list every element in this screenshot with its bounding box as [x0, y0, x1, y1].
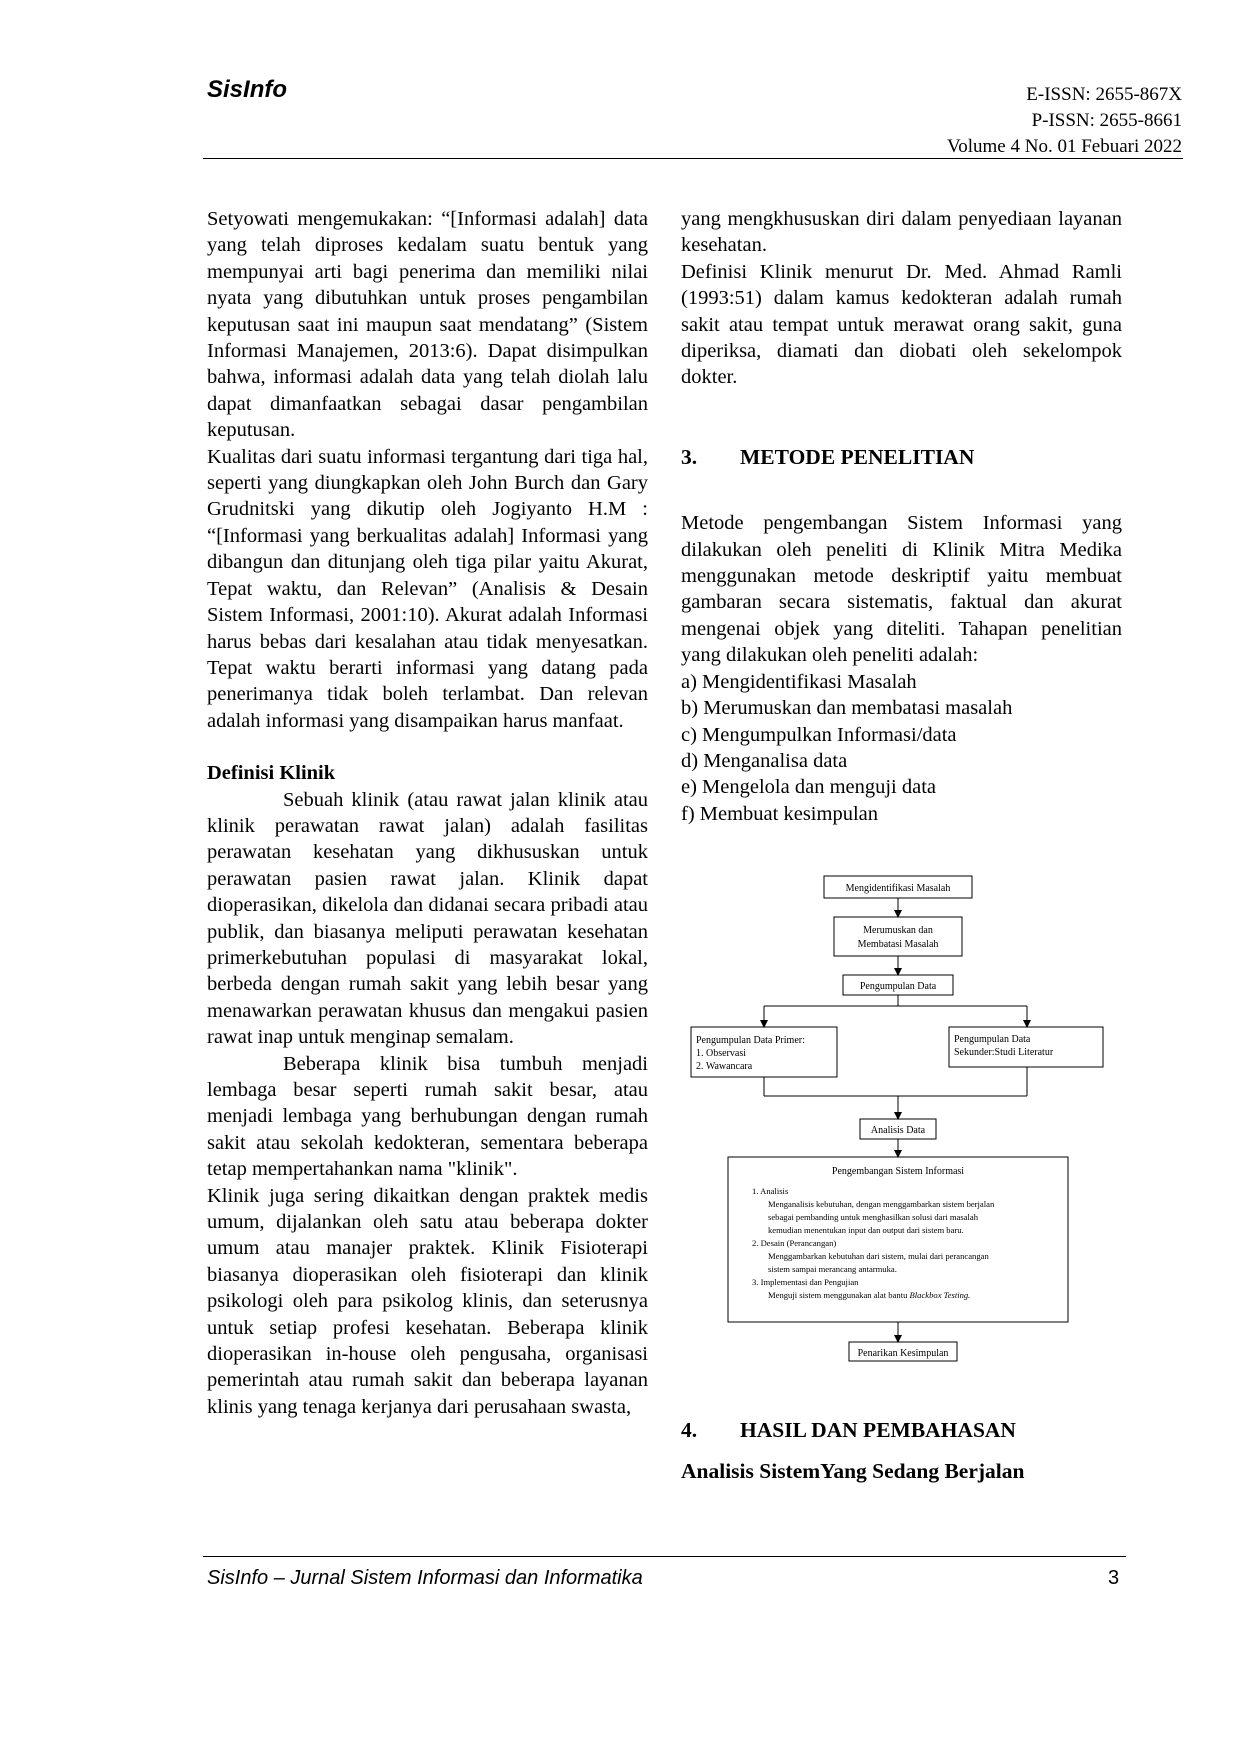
footer-rule	[203, 1556, 1126, 1557]
flow-text-formulate-1: Merumuskan dan	[863, 925, 933, 936]
footer-journal-name: SisInfo – Jurnal Sistem Informasi dan Informatika	[207, 1567, 643, 1589]
journal-meta	[947, 82, 1182, 160]
paragraph: Metode pengembangan Sistem Informasi yang dilakukan oleh peneliti di Klinik Mitra Medika menggunakan metode deskriptif yaitu membuat gambaran secara sistematis, faktual dan akurat mengenai objek yang diteliti. Tahapan penelitian yang dilakukan oleh peneliti adalah:	[681, 512, 1122, 667]
list-item: d) Menganalisa data	[681, 749, 848, 772]
flow-text-collect: Pengumpulan Data	[859, 981, 937, 992]
flow-text-dev-item3-italic: Blackbox Testing.	[909, 1290, 971, 1300]
flow-text-dev-title: Pengembangan Sistem Informasi	[831, 1166, 965, 1177]
flow-text-dev-item3-l1	[768, 1290, 970, 1300]
flow-text-dev-item2-l2: sistem sampai merancang antarmuka.	[768, 1264, 897, 1274]
flow-text-primary-item2: 2. Wawancara	[696, 1061, 753, 1072]
header-rule	[203, 158, 1183, 159]
volume-issue: Volume 4 No. 01 Febuari 2022	[946, 136, 1182, 157]
list-item: e) Mengelola dan menguji data	[681, 776, 937, 799]
pissn: P-ISSN: 2655-8661	[1031, 110, 1182, 131]
flow-text-formulate-2: Membatasi Masalah	[857, 939, 939, 950]
page-number: 3	[1108, 1567, 1120, 1589]
flow-text-analysis: Analisis Data	[870, 1125, 926, 1136]
flow-text-primary-title: Pengumpulan Data Primer:	[696, 1035, 805, 1046]
journal-brand: SisInfo	[207, 76, 288, 103]
eissn: E-ISSN: 2655-867X	[1026, 84, 1182, 105]
flow-box-formulate	[834, 917, 962, 956]
flow-text-dev-item2-l1: Menggambarkan kebutuhan dari sistem, mulai dari perancangan	[768, 1251, 989, 1261]
flow-text-primary-item1: 1. Observasi	[696, 1048, 746, 1059]
flow-text-dev-item3-head: 3. Implementasi dan Pengujian	[752, 1277, 859, 1287]
research-steps-list	[681, 669, 1122, 827]
flow-text-dev-item3-main: Menguji sistem menggunakan alat bantu	[768, 1290, 908, 1300]
list-item: a) Mengidentifikasi Masalah	[681, 670, 917, 693]
subheading-analisis-sistem: Analisis SistemYang Sedang Berjalan	[681, 1458, 1025, 1483]
paragraph: yang mengkhususkan diri dalam penyediaan layanan kesehatan.	[681, 208, 1122, 257]
flow-text-secondary-2: Sekunder:Studi Literatur	[954, 1047, 1054, 1058]
flow-text-dev-item1-head: 1. Analisis	[752, 1186, 789, 1196]
section-number: 3.	[681, 444, 698, 469]
flow-text-dev-item1-l2: sebagai pembanding untuk menghasilkan solusi dari masalah	[768, 1212, 979, 1222]
list-item: f) Membuat kesimpulan	[681, 802, 878, 825]
subheading-definisi-klinik: Definisi Klinik	[207, 762, 336, 785]
section-heading-hasil	[681, 1417, 1122, 1443]
section-heading-metode	[681, 444, 1122, 470]
section-title: METODE PENELITIAN	[740, 444, 975, 469]
flow-text-dev-item2-head: 2. Desain (Perancangan)	[752, 1238, 837, 1248]
flow-text-dev-item1-l3: kemudian menentukan input dan output dari sistem baru.	[768, 1225, 964, 1235]
paragraph: Klinik juga sering dikaitkan dengan praktek medis umum, dijalankan oleh satu atau beberapa dokter umum atau manajer praktek. Klinik Fisioterapi biasanya dioperasikan oleh fisioterapi dan klinik psikologi oleh para psikolog klinis, dan seterusnya untuk setiap profesi kesehatan. Beberapa klinik dioperasikan in-house oleh pengusaha, organisasi pemerintah atau rumah sakit dan beberapa layanan klinis yang tenaga kerjanya dari perusahaan swasta,	[207, 1184, 648, 1418]
list-item: b) Merumuskan dan membatasi masalah	[681, 697, 1013, 720]
paragraph: Kualitas dari suatu informasi tergantung dari tiga hal, seperti yang diungkapkan oleh John Burch dan Gary Grudnitski yang dikutip oleh Jogiyanto H.M : “[Informasi yang berkualitas adalah] Informasi yang dibangun dan ditunjang oleh tiga pilar yaitu Akurat, Tepat waktu, dan Relevan” (Analisis & Desain Sistem Informasi, 2001:10). Akurat adalah Informasi harus bebas dari kesalahan atau tidak menyesatkan. Tepat waktu berarti informasi yang datang pada penerimanya tidak boleh terlambat. Dan relevan adalah informasi yang disampaikan harus manfaat.	[207, 445, 648, 732]
left-column	[207, 206, 648, 1420]
paragraph: Setyowati mengemukakan: “[Informasi adalah] data yang telah diproses kedalam suatu bentuk yang mempunyai arti bagi penerima dan memiliki nilai nyata yang dibutuhkan untuk proses pengambilan keputusan saat ini maupun saat mendatang” (Sistem Informasi Manajemen, 2013:6). Dapat disimpulkan bahwa, informasi adalah data yang telah diolah lalu dapat dimanfaatkan sebagai dasar pengambilan keputusan.	[207, 208, 648, 442]
section-title: HASIL DAN PEMBAHASAN	[740, 1418, 1016, 1443]
flow-text-dev-item1-l1: Menganalisis kebutuhan, dengan menggambarkan sistem berjalan	[768, 1199, 995, 1209]
flow-text-conclusion: Penarikan Kesimpulan	[857, 1348, 949, 1359]
paragraph: Sebuah klinik (atau rawat jalan klinik atau klinik perawatan rawat jalan) adalah fasilitas perawatan kesehatan yang dikhususkan untuk perawatan pasien rawat jalan. Klinik dapat dioperasikan, dikelola dan didanai secara pribadi atau publik, dan biasanya meliputi perawatan kesehatan primerkebutuhan populasi di masyarakat lokal, berbeda dengan rumah sakit yang lebih besar yang menawarkan perawatan khusus dan mengakui pasien rawat inap untuk menginap semalam.	[207, 788, 648, 1049]
flow-text-identify: Mengidentifikasi Masalah	[845, 883, 951, 894]
paragraph: Definisi Klinik menurut Dr. Med. Ahmad Ramli (1993:51) dalam kamus kedokteran adalah rumah sakit atau tempat untuk merawat orang sakit, guna diperiksa, diamati dan diobati oleh sekelompok dokter.	[681, 260, 1122, 389]
flow-text-secondary-1: Pengumpulan Data	[954, 1034, 1031, 1045]
list-item: c) Mengumpulkan Informasi/data	[681, 723, 957, 746]
research-flowchart	[690, 868, 1110, 1400]
paragraph: Beberapa klinik bisa tumbuh menjadi lembaga besar seperti rumah sakit besar, atau menjadi lembaga yang berhubungan dengan rumah sakit atau sekolah kedokteran, sementara beberapa tetap mempertahankan nama "klinik".	[207, 1052, 648, 1181]
section-number: 4.	[681, 1418, 698, 1443]
